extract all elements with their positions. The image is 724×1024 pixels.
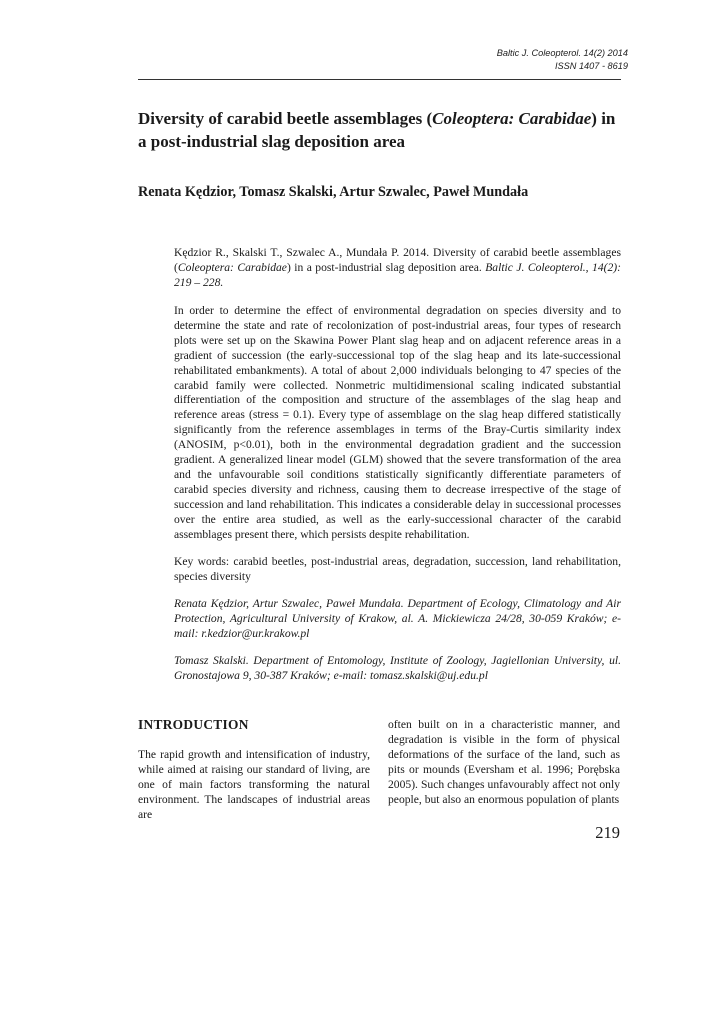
paper-title (138, 107, 624, 153)
page-number: 219 (595, 823, 620, 842)
title-part1: Diversity of carabid beetle assemblages ( (138, 109, 433, 128)
keywords: Key words: carabid beetles, post-industrial areas, degradation, succession, land rehabilitation, species diversity (174, 555, 621, 583)
citation-italic1: Coleoptera: Carabidae (177, 260, 287, 274)
affiliation-1: Renata Kędzior, Artur Szwalec, Paweł Mundała. Department of Ecology, Climatology and Air Protection, Agricultural University of Krakow, al. A. Mickiewicza 24/28, 30-059 Kraków; e-mail: r.kedzior@ur.krakow.pl (174, 597, 621, 640)
issn-line: ISSN 1407 - 8619 (554, 61, 628, 71)
running-header (468, 47, 628, 73)
introduction-right-column: often built on in a characteristic manner, and degradation is visible in the form of physical deformations of the surface of the land, such as pits or mounds (Eversham et al. 1996; Porębska 2005). Such changes unfavourably affect not only people, but also an enormous population of plants (388, 718, 620, 806)
affiliation-2: Tomasz Skalski. Department of Entomology, Institute of Zoology, Jagiellonian University, ul. Gronostajowa 9, 30-387 Kraków; e-mail: tomasz.skalski@uj.edu.pl (174, 654, 621, 682)
header-rule (138, 79, 621, 80)
introduction-left-column: The rapid growth and intensification of industry, while aimed at raising our standard of living, are one of main factors transforming the natural environment. The landscapes of industrial areas are (138, 748, 370, 821)
journal-line: Baltic J. Coleopterol. 14(2) 2014 (496, 48, 628, 58)
abstract: In order to determine the effect of environmental degradation on species diversity and to determine the state and rate of recolonization of post-industrial areas, four types of research plots were set up on the Skawina Power Plant slag heap and on adjacent reference areas in a gradient of succession (the early-successional top of the slag heap and its late-successional rehabilitated embankments). A total of about 2,000 individuals belonging to 47 species of the carabid family were collected. Nonmetric multidimensional scaling indicated substantial differentiation of the composition and structure of the assemblages of the slag heap and reference areas (stress = 0.1). Every type of assemblage on the slag heap differed statistically significantly from the reference assemblages in terms of the Bray-Curtis similarity index (ANOSIM, p<0.01), both in the environmental degradation gradient and the succession gradient. A generalized linear model (GLM) showed that the severe transformation of the area and the unfavourable soil conditions statistically significantly differentiate parameters of carabid species diversity and richness, causing them to decrease irrespective of the stage of succession and land rehabilitation. This indicates a considerable delay in successional processes over the entire area studied, as well as the early-successional character of the carabid assemblages present there, which persists despite rehabilitation. (174, 304, 621, 541)
title-part2: ) in a post-industrial slag deposition area (138, 109, 616, 151)
citation-part2: ) in a post-industrial slag deposition area. (286, 260, 486, 274)
citation (174, 246, 621, 291)
introduction-heading: INTRODUCTION (138, 717, 249, 732)
author-list: Renata Kędzior, Tomasz Skalski, Artur Szwalec, Paweł Mundała (138, 184, 529, 200)
title-italic: Coleoptera: Carabidae (432, 109, 592, 128)
citation-part1: Kędzior R., Skalski T., Szwalec A., Mundała P. 2014. Diversity of carabid beetle assemblages ( (174, 246, 621, 274)
citation-italic2: Baltic J. Coleopterol., 14(2): 219 – 228. (174, 260, 621, 289)
